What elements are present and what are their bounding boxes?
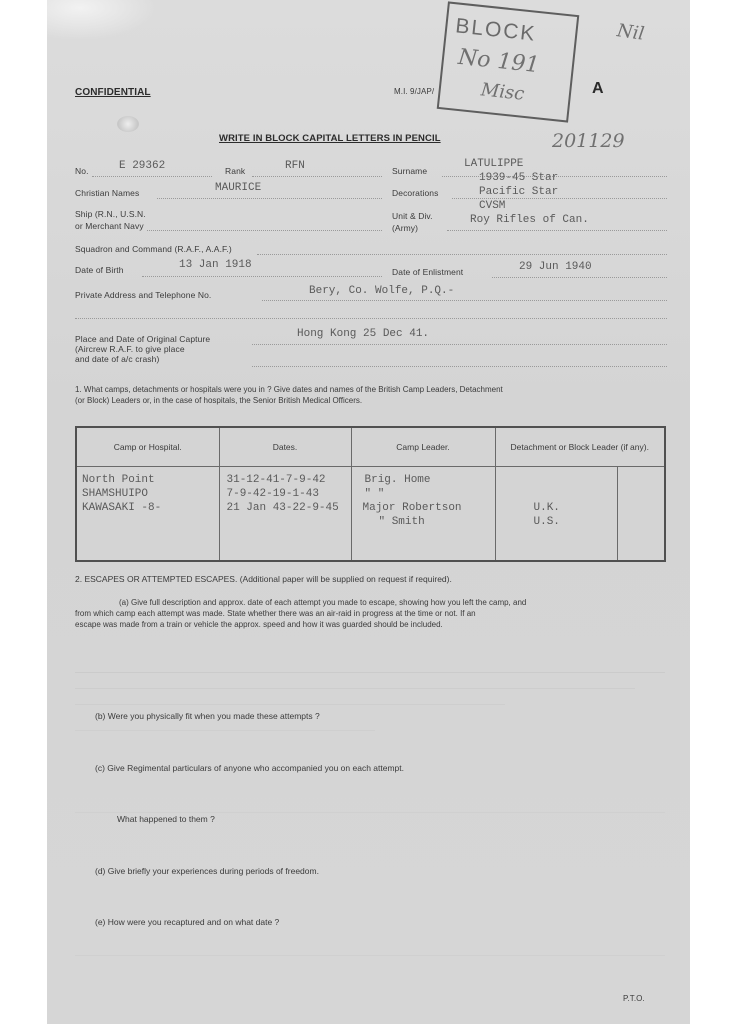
address-value: Bery, Co. Wolfe, P.Q.- [309, 285, 455, 297]
decoration-2: Pacific Star [479, 186, 559, 198]
surname-label: Surname [392, 166, 428, 176]
form-letter: A [592, 80, 604, 97]
header-dates: Dates. [219, 427, 351, 467]
unit-label-2: (Army) [392, 223, 419, 233]
stamp-line-3: Misc [479, 79, 526, 105]
camp-name: North Point [82, 474, 155, 486]
christian-names-value: MAURICE [215, 182, 262, 194]
paper-fold-shadow [47, 0, 157, 40]
squadron-label: Squadron and Command (R.A.F., A.A.F.) [75, 244, 232, 254]
camp-dates: 31-12-41-7-9-42 [226, 474, 326, 486]
no-value: E 29362 [119, 160, 166, 172]
camp-name: SHAMSHUIPO [82, 488, 149, 500]
camp-table [75, 426, 666, 562]
ship-label-2: or Merchant Navy [75, 221, 144, 231]
section-2-a-line-3: escape was made from a train or vehicle the approx. speed and how it was guarded should be included. [75, 620, 443, 629]
surname-value: LATULIPPE [464, 158, 524, 170]
camp-leader: " Smith [378, 516, 425, 528]
header-detachment: Detachment or Block Leader (if any). [495, 427, 665, 467]
handwritten-number: 201129 [552, 130, 625, 152]
question-2b: (b) Were you physically fit when you made these attempts ? [95, 711, 320, 721]
rank-label: Rank [225, 166, 246, 176]
leaders-cell [351, 467, 495, 562]
capture-value: Hong Kong 25 Dec 41. [297, 328, 430, 340]
question-2c-followup: What happened to them ? [117, 814, 215, 824]
dates-cell [219, 467, 351, 562]
question-1-text-2: (or Block) Leaders or, in the case of hospitals, the Senior British Medical Officers. [75, 396, 363, 405]
question-2c: (c) Give Regimental particulars of anyone who accompanied you on each attempt. [95, 763, 404, 773]
christian-names-label: Christian Names [75, 188, 140, 198]
camp-name: KAWASAKI -8- [82, 502, 162, 514]
detachment-extra-cell [617, 467, 665, 562]
dob-value: 13 Jan 1918 [179, 259, 252, 271]
enlistment-label: Date of Enlistment [392, 267, 464, 277]
decorations-label: Decorations [392, 188, 439, 198]
detachment-leader: U.S. [533, 516, 560, 528]
section-2-heading: 2. ESCAPES OR ATTEMPTED ESCAPES. (Additional paper will be supplied on request if required). [75, 574, 452, 584]
camp-dates: 7-9-42-19-1-43 [226, 488, 319, 500]
rank-value: RFN [285, 160, 305, 172]
camp-leader: Major Robertson [362, 502, 462, 514]
camp-leader: Brig. Home [364, 474, 431, 486]
no-label: No. [75, 166, 89, 176]
ship-label-1: Ship (R.N., U.S.N. [75, 209, 146, 219]
section-2-a-line-2: from which camp each attempt was made. State whether there was an air-raid in progress at the time or not. If an [75, 609, 476, 618]
pto-label: P.T.O. [623, 994, 645, 1003]
instruction-heading: WRITE IN BLOCK CAPITAL LETTERS IN PENCIL [219, 133, 441, 144]
header-camp-leader: Camp Leader. [351, 427, 495, 467]
section-2-a-line-1: (a) Give full description and approx. date of each attempt you made to escape, showing how you left the camp, and [119, 598, 527, 607]
header-camp: Camp or Hospital. [76, 427, 219, 467]
unit-label-1: Unit & Div. [392, 211, 433, 221]
capture-label-2: (Aircrew R.A.F. to give place [75, 344, 185, 354]
address-label: Private Address and Telephone No. [75, 290, 212, 300]
question-2e: (e) How were you recaptured and on what date ? [95, 917, 280, 927]
block-stamp [437, 1, 580, 122]
camps-cell [76, 467, 219, 562]
capture-label-1: Place and Date of Original Capture [75, 334, 211, 344]
question-1-text-1: 1. What camps, detachments or hospitals were you in ? Give dates and names of the British Camp Leaders, Detachment [75, 385, 503, 394]
stamp-line-1: BLOCK [454, 14, 538, 46]
dob-label: Date of Birth [75, 265, 124, 275]
enlistment-value: 29 Jun 1940 [519, 261, 592, 273]
punch-hole-mark [117, 116, 139, 132]
stamp-annotation: Nil [615, 20, 646, 45]
detachment-leader: U.K. [533, 502, 560, 514]
decoration-3: CVSM [479, 200, 506, 212]
capture-label-3: and date of a/c crash) [75, 354, 160, 364]
confidential-label: CONFIDENTIAL [75, 87, 151, 98]
stamp-line-2: No 191 [456, 44, 541, 79]
camp-dates: 21 Jan 43-22-9-45 [226, 502, 339, 514]
camp-leader: " " [364, 488, 385, 500]
detachment-cell [495, 467, 617, 562]
reference-number: M.I. 9/JAP/ [394, 87, 435, 96]
decoration-1: 1939-45 Star [479, 172, 559, 184]
unit-value: Roy Rifles of Can. [470, 214, 589, 226]
document-page [47, 0, 690, 1024]
question-2d: (d) Give briefly your experiences during periods of freedom. [95, 866, 319, 876]
